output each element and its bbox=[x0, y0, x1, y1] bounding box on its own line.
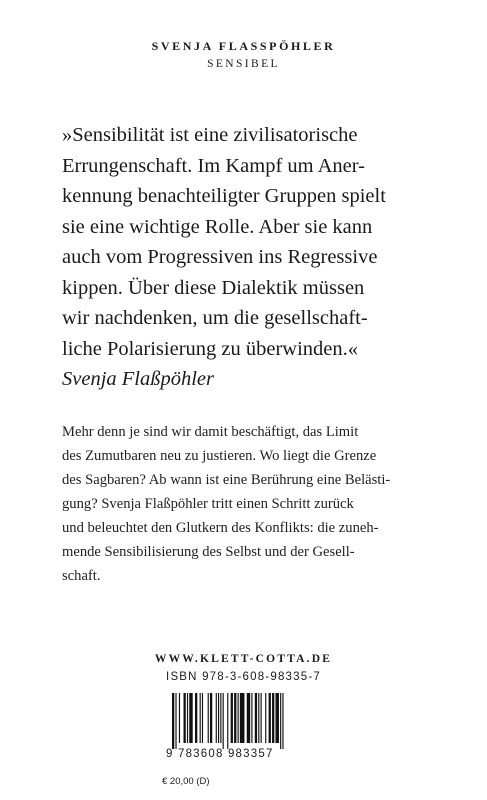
barcode-bar bbox=[265, 693, 266, 743]
quote-line: sie eine wichtige Rolle. Aber sie kann bbox=[62, 215, 373, 238]
blurb-line: des Sagbaren? Ab wann ist eine Berührung eine Belästi- bbox=[62, 472, 391, 488]
barcode-bars bbox=[168, 693, 324, 749]
barcode-bar bbox=[202, 693, 203, 743]
barcode bbox=[160, 693, 326, 779]
barcode-bar bbox=[280, 693, 281, 749]
blurb-line: und beleuchtet den Glutkern des Konflikts: die zuneh- bbox=[62, 520, 379, 536]
barcode-bar bbox=[272, 693, 274, 743]
barcode-bar bbox=[231, 693, 233, 743]
isbn-number: ISBN 978-3-608-98335-7 bbox=[166, 671, 321, 683]
barcode-bar bbox=[189, 693, 192, 743]
barcode-bar bbox=[227, 693, 228, 749]
barcode-bar bbox=[240, 693, 245, 743]
quote-line: kippen. Über diese Dialektik müssen bbox=[62, 276, 365, 299]
quote-line: »Sensibilität ist eine zivilisatorische bbox=[62, 124, 358, 146]
blurb-line: mende Sensibilisierung des Selbst und der Gesell- bbox=[62, 544, 355, 560]
barcode-bar bbox=[216, 693, 217, 743]
blurb-line: Mehr denn je sind wir damit beschäftigt, das Limit bbox=[62, 424, 359, 440]
barcode-bar bbox=[238, 693, 239, 743]
price-label: € 20,00 (D) bbox=[162, 776, 210, 787]
barcode-bar bbox=[220, 693, 221, 743]
barcode-bar bbox=[247, 693, 250, 743]
barcode-bar bbox=[179, 693, 180, 743]
quote-line: Errungenschaft. Im Kampf um Aner- bbox=[62, 154, 366, 177]
barcode-bar bbox=[261, 693, 262, 743]
publisher-website: WWW.KLETT-COTTA.DE bbox=[154, 653, 333, 665]
blurb-line: des Zumutbaren neu zu justieren. Wo liegt die Grenze bbox=[62, 448, 377, 464]
barcode-bar bbox=[208, 693, 209, 743]
quote-line: auch vom Progressiven ins Regressive bbox=[62, 246, 378, 268]
blurb-line: schaft. bbox=[62, 568, 101, 584]
barcode-bar bbox=[251, 693, 252, 743]
barcode-bar bbox=[172, 693, 174, 749]
blurb-text bbox=[62, 420, 462, 588]
cover-header bbox=[0, 38, 487, 72]
barcode-digits: 9 783608 983357 bbox=[166, 748, 274, 760]
barcode-bar bbox=[234, 693, 236, 743]
blurb-line: gung? Svenja Flaßpöhler tritt einen Schritt zurück bbox=[62, 496, 354, 512]
barcode-bar bbox=[195, 693, 197, 743]
quote-line: wir nachdenken, um die gesellschaft- bbox=[62, 307, 368, 329]
book-title: SENSIBEL bbox=[207, 58, 280, 70]
barcode-bar bbox=[276, 693, 279, 743]
barcode-bar bbox=[223, 693, 224, 749]
quote-attribution: Svenja Flaßpöhler bbox=[62, 368, 215, 390]
barcode-bar bbox=[200, 693, 201, 743]
barcode-bar bbox=[258, 693, 259, 743]
barcode-bar bbox=[187, 693, 188, 743]
barcode-bar bbox=[255, 693, 257, 743]
author-name: SVENJA FLASSPÖHLER bbox=[151, 39, 336, 53]
barcode-bar bbox=[282, 693, 283, 749]
barcode-bar bbox=[218, 693, 219, 743]
quote-line: kennung benachteiligter Gruppen spielt bbox=[62, 185, 386, 207]
barcode-bar bbox=[184, 693, 186, 743]
quote-line: liche Polarisierung zu überwinden.« bbox=[62, 337, 359, 360]
barcode-bar bbox=[210, 693, 212, 743]
barcode-bar bbox=[269, 693, 271, 743]
quote-block bbox=[62, 120, 472, 395]
barcode-bar bbox=[175, 693, 176, 749]
